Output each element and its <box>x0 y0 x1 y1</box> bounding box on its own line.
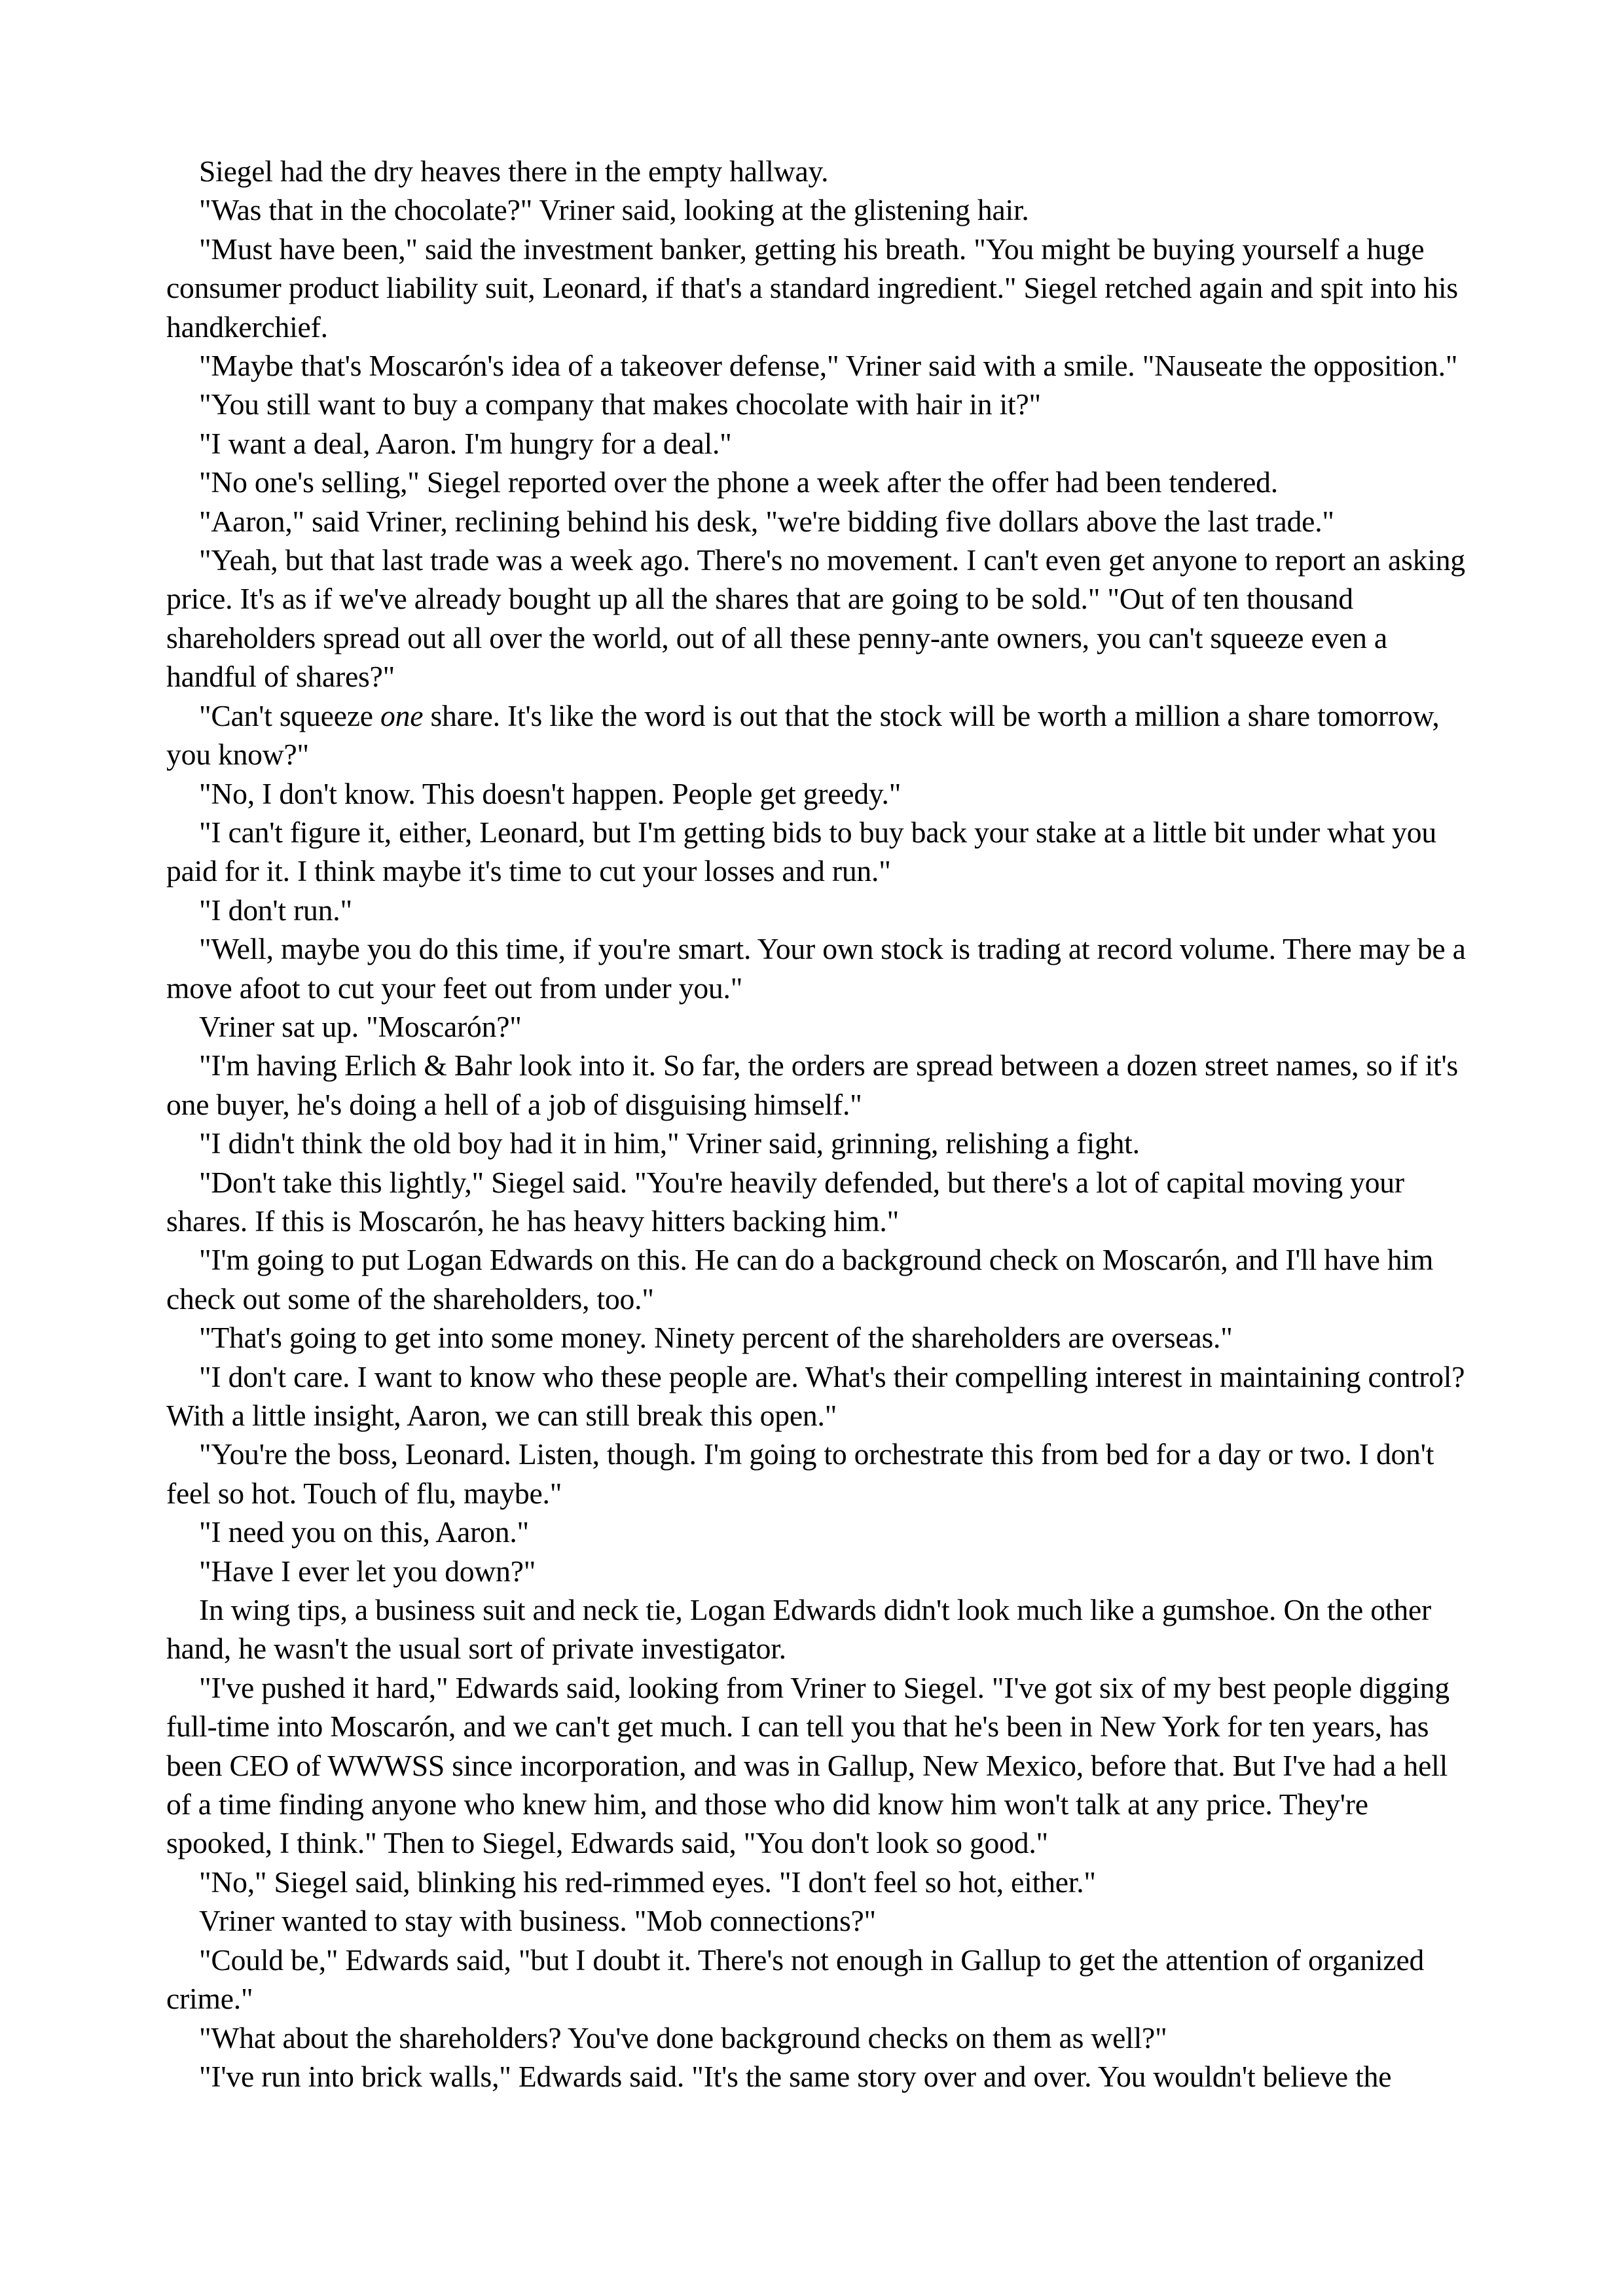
emphasized-word: one <box>380 698 424 732</box>
paragraph: "I don't run." <box>199 893 352 927</box>
paragraph: "I'm having Erlich & Bahr look into it. So far, the orders are spread between a dozen street names, so if it's one buyer, he's doing a hell of a job of disguising himself." <box>166 1049 1459 1121</box>
paragraph: Vriner sat up. "Moscarón?" <box>199 1009 522 1043</box>
paragraph: "Aaron," said Vriner, reclining behind his desk, "we're bidding five dollars above the last trade." <box>199 504 1334 538</box>
paragraph: "You're the boss, Leonard. Listen, though. I'm going to orchestrate this from bed for a day or two. I don't feel so hot. Touch of flu, maybe." <box>166 1437 1434 1510</box>
paragraph: "Well, maybe you do this time, if you're smart. Your own stock is trading at record volume. There may be a move afoot to cut your feet out from under you." <box>166 932 1466 1005</box>
paragraph: In wing tips, a business suit and neck tie, Logan Edwards didn't look much like a gumshoe. On the other hand, he wasn't the usual sort of private investigator. <box>166 1593 1431 1666</box>
paragraph: "What about the shareholders? You've done background checks on them as well?" <box>199 2020 1167 2054</box>
paragraph: "I've pushed it hard," Edwards said, looking from Vriner to Siegel. "I've got six of my best people digging full-time into Moscarón, and we can't get much. I can tell you that he's been in New York for ten years, has been CEO of WWWSS since incorporation, and was in Gallup, New Mexico, before that. But I've had a hell of a time finding anyone who knew him, and those who did know him won't talk at any price. They're spooked, I think." Then to Siegel, Edwards said, "You don't look so good." <box>166 1670 1450 1860</box>
paragraph: "I've run into brick walls," Edwards said. "It's the same story over and over. You wouldn't believe the <box>199 2059 1392 2093</box>
paragraph-text: "Can't squeeze <box>199 698 381 732</box>
paragraph: "No," Siegel said, blinking his red-rimmed eyes. "I don't feel so hot, either." <box>199 1865 1096 1899</box>
paragraph: "You still want to buy a company that makes chocolate with hair in it?" <box>199 387 1041 422</box>
paragraph: "No, I don't know. This doesn't happen. People get greedy." <box>199 776 902 810</box>
paragraph: "I'm going to put Logan Edwards on this. He can do a background check on Moscarón, and I'll have him check out some of the shareholders, too." <box>166 1243 1434 1316</box>
paragraph: "I want a deal, Aaron. I'm hungry for a deal." <box>199 426 732 460</box>
paragraph: "Must have been," said the investment banker, getting his breath. "You might be buying yourself a huge consumer product liability suit, Leonard, if that's a standard ingredient." Siegel retched again and spit into his handkerchief. <box>166 232 1458 344</box>
body-text <box>166 152 1468 2096</box>
paragraph: "No one's selling," Siegel reported over the phone a week after the offer had been tendered. <box>199 465 1278 499</box>
paragraph: "I need you on this, Aaron." <box>199 1515 529 1549</box>
paragraph-text: share. It's like the word is out that the stock will be worth a million a share tomorrow, you know?" <box>166 698 1440 772</box>
paragraph: "I didn't think the old boy had it in him," Vriner said, grinning, relishing a fight. <box>199 1126 1140 1160</box>
paragraph: Vriner wanted to stay with business. "Mob connections?" <box>199 1904 876 1938</box>
paragraph: "That's going to get into some money. Ninety percent of the shareholders are overseas." <box>199 1321 1233 1355</box>
paragraph: "I don't care. I want to know who these people are. What's their compelling interest in maintaining control? With a little insight, Aaron, we can still break this open." <box>166 1359 1465 1432</box>
paragraph: "Could be," Edwards said, "but I doubt it. There's not enough in Gallup to get the attention of organized crime." <box>166 1943 1425 2016</box>
paragraph: Siegel had the dry heaves there in the empty hallway. <box>199 154 829 188</box>
paragraph <box>166 696 1468 774</box>
paragraph: "Yeah, but that last trade was a week ago. There's no movement. I can't even get anyone to report an asking price. It's as if we've already bought up all the shares that are going to be sold." "Out of ten thousand shareholders spread out all over the world, out of all these penny-ante owners, you can't squeeze even a handful of shares?" <box>166 543 1465 694</box>
paragraph: "Maybe that's Moscarón's idea of a takeover defense," Vriner said with a smile. "Nauseate the opposition." <box>199 349 1458 383</box>
paragraph: "Don't take this lightly," Siegel said. "You're heavily defended, but there's a lot of capital moving your shares. If this is Moscarón, he has heavy hitters backing him." <box>166 1165 1404 1238</box>
paragraph: "Have I ever let you down?" <box>199 1554 536 1588</box>
paragraph: "Was that in the chocolate?" Vriner said, looking at the glistening hair. <box>199 193 1029 227</box>
paragraph: "I can't figure it, either, Leonard, but I'm getting bids to buy back your stake at a little bit under what you paid for it. I think maybe it's time to cut your losses and run." <box>166 815 1436 888</box>
